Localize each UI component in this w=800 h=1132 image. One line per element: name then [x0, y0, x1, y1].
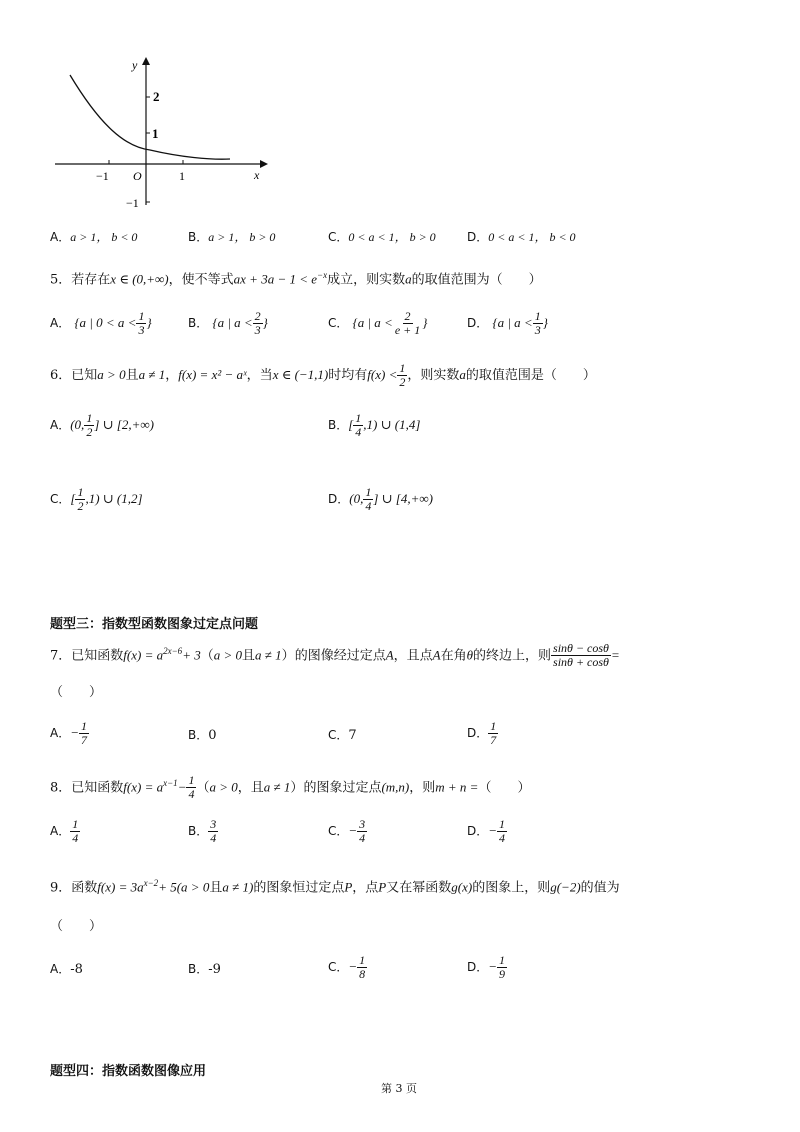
q5-option-d: D． {a | a < $\frac{1}{3}$ }: [467, 309, 548, 337]
x-axis-label: x: [254, 168, 260, 182]
section-title-3: 题型三：指数型函数图象过定点问题: [50, 617, 259, 632]
q9-option-a: A．-8: [50, 962, 83, 977]
question-9: 9．函数$f(x) = 3a^{x-2}+ 5(a > 0$且a ≠ 1)的图象恒过定点P，点P又在幂函数g(x)的图象上，则g(−2)的值为: [50, 878, 620, 896]
q4-option-c: C．0 < a < 1， b > 0: [328, 230, 436, 244]
q6-option-a: A．(0, $\frac{1}{2}$ ] ∪ [2,+∞): [50, 411, 154, 439]
exponential-graph: [50, 55, 270, 215]
y-tick-2: 2: [153, 89, 160, 104]
q8-option-c: C．− $\frac{3}{4}$: [328, 817, 366, 845]
q9-option-b: B．-9: [188, 962, 221, 977]
decay-curve: [70, 75, 230, 159]
q6-option-b: B．[ $\frac{1}{4}$ ,1) ∪ (1,4]: [328, 411, 421, 439]
q9-option-c: C．− $\frac{1}{8}$: [328, 953, 366, 981]
q8-option-a: A． $\frac{1}{4}$: [50, 817, 79, 845]
x-tick-1: 1: [179, 169, 185, 183]
q7-option-a: A．− $\frac{1}{7}$: [50, 719, 87, 747]
q5-option-b: B． {a | a < $\frac{2}{3}$ }: [188, 309, 268, 337]
y-axis-arrow: [142, 57, 150, 65]
y-tick-neg1: −1: [126, 196, 139, 210]
q5-option-c: C． {a | a < $\frac{2}{e + 1}$ }: [328, 309, 428, 337]
question-7: 7．已知函数$f(x) = a^{2x-6}+ 3(a > 0$且a ≠ 1）的图像经过定点A，且点A在角θ的终边上，则 $\frac{\sin\theta - \cos\theta}{\sin\theta + \cos\theta}$ =: [50, 641, 620, 670]
y-tick-1: 1: [152, 126, 159, 141]
q8-option-b: B． $\frac{3}{4}$: [188, 817, 217, 845]
x-axis-arrow: [260, 160, 268, 168]
q6-option-d: D．(0, $\frac{1}{4}$ ] ∪ [4,+∞): [328, 485, 433, 513]
y-axis-label: y: [132, 58, 138, 72]
q9-answer-blank: （ ）: [50, 919, 103, 934]
question-6: 6．已知a > 0且a ≠ 1，f(x) = x² − aˣ，当x ∈ (−1,1)时均有f(x) < $\frac{1}{2}$ ，则实数a的取值范围是（ ）: [50, 361, 596, 389]
question-5: 5．若存在x ∈ (0,+∞)，使不等式ax + $3a - 1 < e^{-x}$成立，则实数a的取值范围为（ ）: [50, 270, 542, 288]
q7-option-d: D． $\frac{1}{7}$: [467, 719, 497, 747]
origin-label: O: [133, 169, 142, 183]
page-number: 第 3 页: [381, 1082, 417, 1095]
q4-option-b: B．a > 1， b > 0: [188, 230, 276, 244]
q6-option-c: C．[ $\frac{1}{2}$ ,1) ∪ (1,2]: [50, 485, 143, 513]
section-title-4: 题型四：指数函数图像应用: [50, 1064, 207, 1079]
q7-option-b: B．0: [188, 728, 217, 743]
q4-option-d: D．0 < a < 1， b < 0: [467, 230, 576, 244]
x-tick-neg1: −1: [96, 169, 109, 183]
q7-answer-blank: （ ）: [50, 685, 103, 700]
q7-option-c: C．7: [328, 728, 357, 743]
q8-option-d: D．− $\frac{1}{4}$: [467, 817, 506, 845]
question-8: 8．已知函数$f(x) = a^{x-1}-$ $\frac{1}{4}$ （a > 0，且a ≠ 1）的图象过定点(m,n)，则m + n =（ ）: [50, 773, 531, 802]
q4-option-a: A．a > 1， b < 0: [50, 230, 138, 244]
q5-option-a: A． {a | 0 < a < $\frac{1}{3}$ }: [50, 309, 152, 337]
q9-option-d: D．− $\frac{1}{9}$: [467, 953, 506, 981]
